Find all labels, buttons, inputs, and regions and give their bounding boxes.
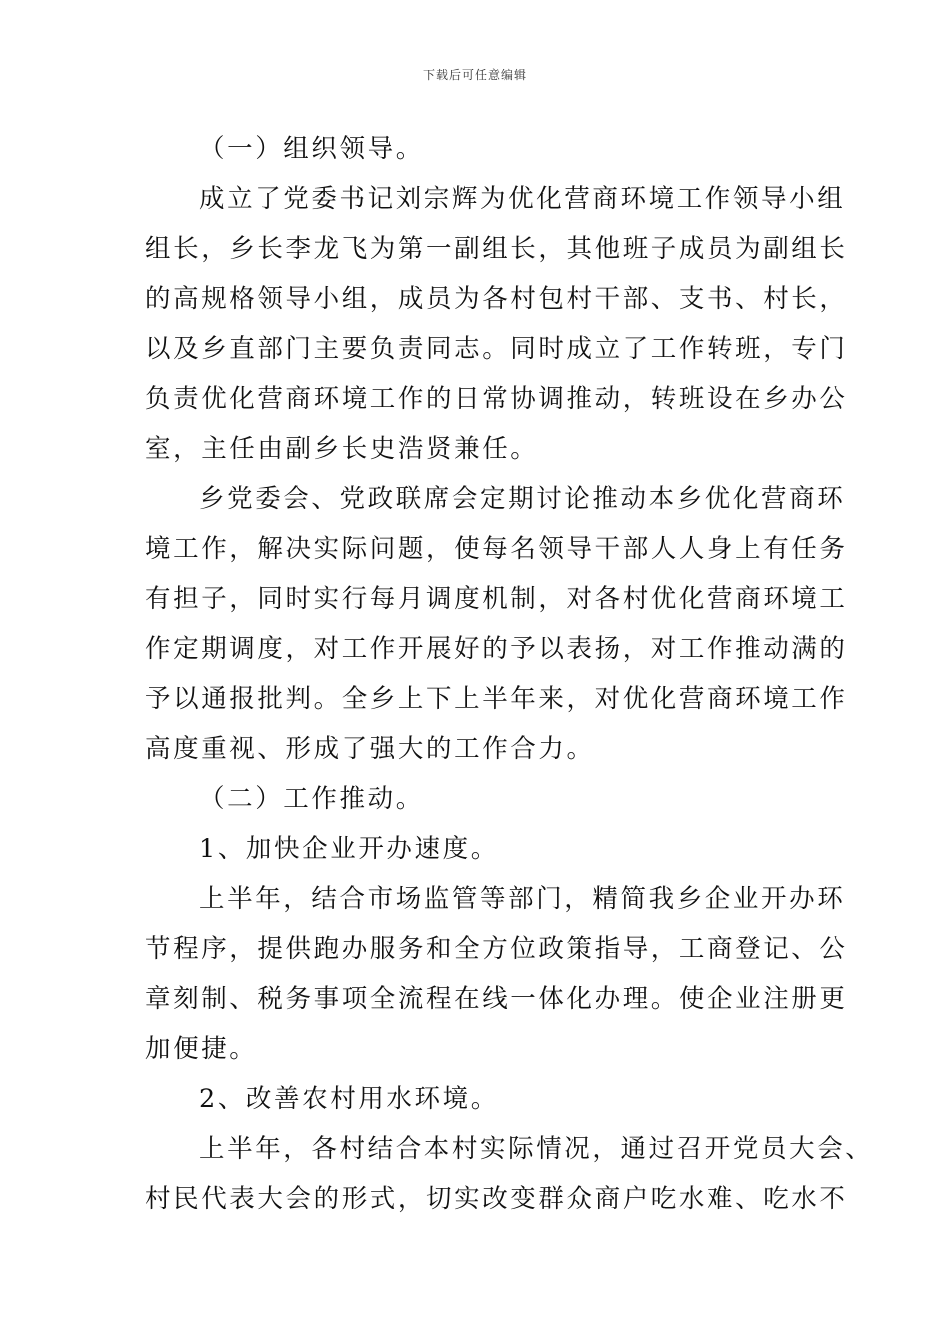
- paragraph-line: 加便捷。: [145, 1034, 258, 1064]
- paragraph-line: 的高规格领导小组，成员为各村包村干部、支书、村长，: [145, 284, 848, 314]
- subsection-heading: 2、改善农村用水环境。: [199, 1084, 499, 1114]
- paragraph-line: 负责优化营商环境工作的日常协调推动，转班设在乡办公: [145, 384, 848, 414]
- paragraph-line: 上半年，结合市场监管等部门，精简我乡企业开办环: [199, 884, 846, 914]
- paragraph-line: 成立了党委书记刘宗辉为优化营商环境工作领导小组: [199, 184, 846, 214]
- paragraph-line: 组长，乡长李龙飞为第一副组长，其他班子成员为副组长: [145, 234, 848, 264]
- paragraph-line: 高度重视、形成了强大的工作合力。: [145, 734, 595, 764]
- section-heading: （一）组织领导。: [199, 134, 424, 164]
- paragraph-line: 境工作，解决实际问题，使每名领导干部人人身上有任务: [145, 534, 848, 564]
- paragraph-line: 室，主任由副乡长史浩贤兼任。: [145, 434, 539, 464]
- paragraph-line: 予以通报批判。全乡上下上半年来，对优化营商环境工作: [145, 684, 848, 714]
- page-header: 下载后可任意编辑: [422, 68, 527, 82]
- paragraph-line: 乡党委会、党政联席会定期讨论推动本乡优化营商环: [199, 484, 846, 514]
- paragraph-line: 上半年，各村结合本村实际情况，通过召开党员大会、: [199, 1134, 874, 1164]
- paragraph-line: 有担子，同时实行每月调度机制，对各村优化营商环境工: [145, 584, 848, 614]
- paragraph-line: 作定期调度，对工作开展好的予以表扬，对工作推动满的: [145, 634, 848, 664]
- paragraph-line: 节程序，提供跑办服务和全方位政策指导，工商登记、公: [145, 934, 848, 964]
- paragraph-line: 章刻制、税务事项全流程在线一体化办理。使企业注册更: [145, 984, 848, 1014]
- subsection-heading: 1、加快企业开办速度。: [199, 834, 499, 864]
- paragraph-line: 村民代表大会的形式，切实改变群众商户吃水难、吃水不: [145, 1184, 848, 1214]
- section-heading: （二）工作推动。: [199, 784, 424, 814]
- paragraph-line: 以及乡直部门主要负责同志。同时成立了工作转班，专门: [145, 334, 848, 364]
